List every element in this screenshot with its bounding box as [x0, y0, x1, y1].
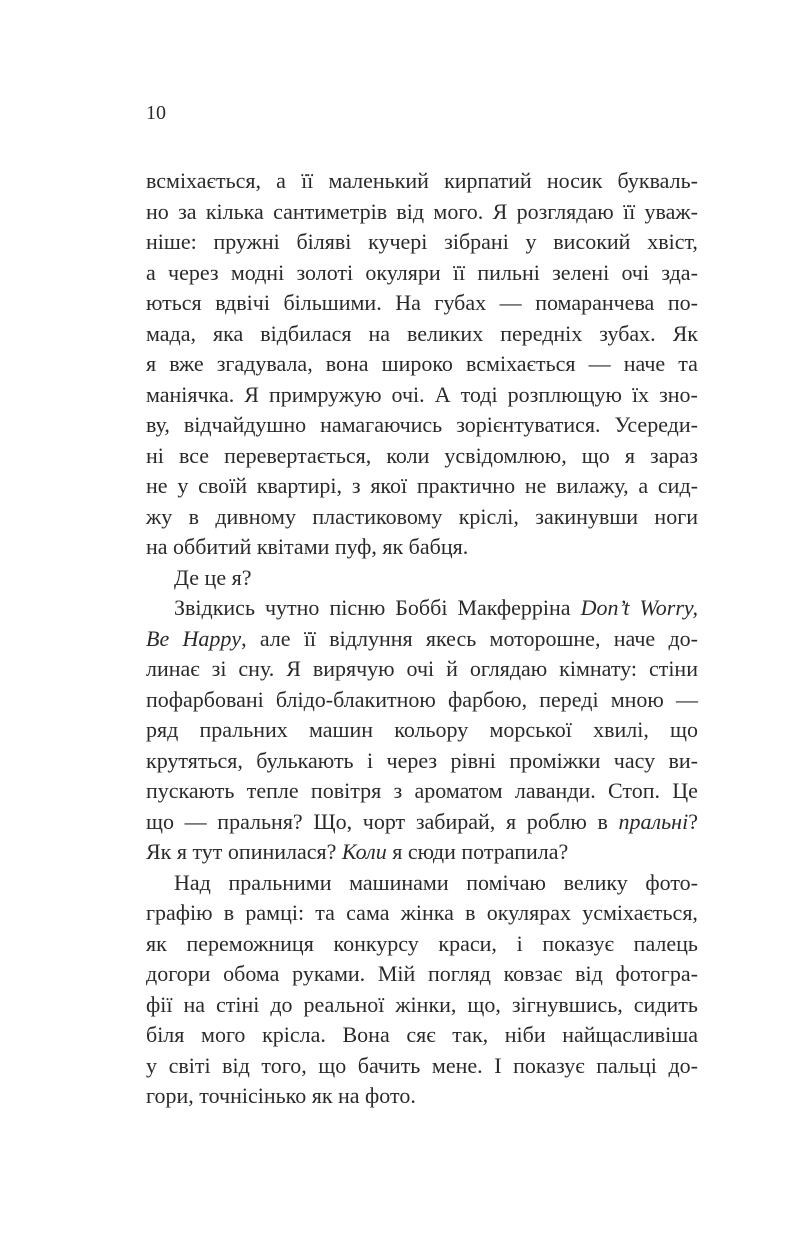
text-line — [146, 654, 698, 685]
word: пружні — [213, 229, 280, 254]
word: пластиковому — [312, 503, 443, 529]
word: руками. — [292, 961, 366, 986]
word: конкурсу — [333, 930, 419, 956]
word: перевертається, — [224, 442, 372, 468]
word: у — [525, 229, 537, 254]
word: Усереди- — [614, 412, 698, 437]
word: пильні — [477, 259, 540, 285]
word: її — [301, 168, 314, 193]
word: маніячка. — [146, 381, 235, 407]
text-line — [146, 807, 698, 838]
word: дивному — [215, 503, 296, 529]
word: Макферріна — [457, 595, 571, 620]
text-line — [146, 197, 698, 228]
text-line — [146, 898, 698, 929]
word: відлуння — [329, 625, 413, 651]
word: носик — [546, 168, 603, 193]
word: сну. — [238, 656, 275, 681]
word: мада, — [146, 320, 196, 346]
word: світі — [168, 1052, 211, 1078]
word: зараз — [650, 442, 698, 468]
word: мого — [201, 1022, 246, 1047]
text-line — [146, 624, 698, 655]
word: але — [259, 625, 291, 651]
text-line — [146, 593, 698, 624]
word: на — [183, 991, 205, 1017]
word: погляд — [427, 961, 491, 986]
word: жінки, — [395, 991, 457, 1017]
word: Worry, — [639, 595, 698, 620]
word: в — [188, 503, 199, 529]
word: часу — [613, 747, 656, 773]
word: від — [575, 961, 603, 986]
word: біля — [146, 1022, 185, 1047]
word: проміжки — [509, 747, 601, 773]
word: а — [276, 168, 286, 193]
word: ряд — [146, 717, 179, 742]
word: пральня? — [217, 808, 303, 834]
word: Це — [672, 778, 698, 803]
word: фото- — [645, 869, 698, 895]
word: яка — [212, 320, 244, 346]
word: в — [597, 808, 608, 834]
word: мене. — [431, 1052, 483, 1078]
word: крутяться, — [146, 747, 243, 773]
text-segment: я сюди потрапила? — [386, 839, 569, 864]
word: Я — [244, 381, 259, 407]
word: через — [386, 747, 438, 773]
word: — — [588, 351, 611, 376]
text-line — [146, 288, 698, 319]
word: ніше: — [146, 229, 197, 254]
word: крісла. — [262, 1022, 326, 1047]
word: коли — [386, 442, 430, 468]
word: Над — [174, 869, 211, 895]
word: сидить — [633, 991, 698, 1017]
word: пральні? — [618, 808, 698, 834]
text-line — [146, 746, 698, 777]
word: рамці: — [245, 900, 305, 925]
word: не — [146, 473, 168, 498]
word: — — [676, 686, 698, 712]
text-line — [146, 776, 698, 807]
word: ароматом — [414, 778, 503, 803]
word: вирячую — [312, 656, 395, 681]
paragraph — [146, 166, 698, 563]
text-line — [146, 1020, 698, 1051]
word: ніби — [504, 1022, 546, 1047]
word: більшими. — [283, 290, 382, 315]
word: морської — [489, 717, 572, 742]
word: ноги — [654, 503, 698, 529]
word: зубах. — [599, 320, 656, 346]
word: не — [524, 473, 547, 498]
word: квартирі, — [256, 473, 343, 498]
word: Звідкись — [174, 595, 255, 620]
word: букваль- — [617, 168, 698, 193]
word: закинувши — [535, 503, 639, 529]
word: реальної — [303, 991, 385, 1017]
word: Я — [286, 656, 301, 681]
text-line — [146, 319, 698, 350]
paragraph — [146, 563, 698, 594]
text-line — [146, 502, 698, 533]
word: зда- — [661, 259, 698, 285]
text-line — [146, 715, 698, 746]
word: хвилі, — [593, 717, 649, 742]
text-line — [146, 380, 698, 411]
word: своїй — [198, 473, 247, 498]
word: краси, — [438, 930, 497, 956]
word: передніх — [500, 320, 583, 346]
word: що — [146, 808, 174, 834]
word: пісню — [329, 595, 386, 620]
word: Боббі — [395, 595, 448, 620]
word: ковзає — [503, 961, 563, 986]
text-line — [146, 868, 698, 899]
word: сид- — [657, 473, 698, 498]
word: всміхається, — [146, 168, 262, 193]
text-line — [146, 441, 698, 472]
word: зно- — [659, 381, 698, 407]
text-line — [146, 227, 698, 258]
text-line — [146, 166, 698, 197]
word: пускають — [146, 778, 235, 803]
word: булькають — [256, 747, 354, 773]
word: — — [499, 290, 522, 315]
text-line — [146, 349, 698, 380]
word: наче — [613, 625, 656, 651]
word: губах — [434, 290, 487, 315]
word: того, — [261, 1052, 307, 1078]
word: ву, — [146, 412, 170, 437]
text-line — [146, 532, 698, 563]
text-line — [146, 990, 698, 1021]
word: так, — [452, 1022, 489, 1047]
text-line — [146, 837, 698, 868]
word: модні — [230, 259, 285, 285]
paragraph — [146, 593, 698, 868]
word: а — [146, 259, 156, 285]
word: й — [446, 656, 458, 681]
word: та — [678, 351, 698, 376]
word: чорт — [362, 808, 406, 834]
word: фії — [146, 991, 173, 1017]
word: тоді — [460, 381, 498, 407]
word: чутно — [264, 595, 320, 620]
word: якої — [370, 473, 408, 498]
word: кольору — [394, 717, 469, 742]
text-line — [146, 685, 698, 716]
word: пальці — [596, 1052, 657, 1078]
word: до — [270, 991, 293, 1017]
word: переді — [539, 686, 599, 712]
word: якесь — [425, 625, 477, 651]
word: рівні — [450, 747, 496, 773]
word: її — [303, 625, 317, 651]
word: помаранчева — [535, 290, 655, 315]
word: кріслі, — [458, 503, 519, 529]
word: за — [178, 198, 197, 224]
word: по- — [667, 290, 698, 315]
word: що — [318, 1052, 347, 1078]
word: зорієнтуватися. — [456, 412, 601, 437]
word: блідо-блакитною — [275, 686, 436, 712]
word: у — [146, 1052, 157, 1078]
word: Be — [146, 625, 170, 651]
word: кирпатий — [444, 168, 532, 193]
word: все — [178, 442, 210, 468]
text-segment: на оббитий квітами пуф, як бабця. — [146, 534, 469, 559]
text-segment: гори, точнісінько як на фото. — [146, 1083, 416, 1108]
word: і — [516, 930, 523, 956]
text-segment: Як я тут опинилася? — [146, 839, 342, 864]
word: усвідомлюю, — [444, 442, 567, 468]
word: мною — [610, 686, 664, 712]
word: графію — [146, 900, 213, 925]
word: маленький — [328, 168, 429, 193]
word: відбилася — [260, 320, 352, 346]
word: ви- — [668, 747, 698, 773]
word: — — [184, 808, 207, 834]
word: що, — [467, 991, 501, 1017]
word: в — [465, 900, 476, 925]
word: Як — [672, 320, 698, 346]
word: я — [146, 351, 157, 376]
word: помічаю — [466, 869, 546, 895]
word: переможниця — [186, 930, 314, 956]
word: практично — [416, 473, 516, 498]
word: стіни — [648, 656, 698, 681]
text-segment: Коли — [341, 839, 387, 864]
text-line — [146, 258, 698, 289]
word: ні — [146, 442, 164, 468]
word: ються — [146, 290, 202, 315]
page-text — [146, 166, 698, 1112]
text-line — [146, 1081, 698, 1112]
text-segment: Де це я? — [174, 564, 252, 590]
word: розглядаю — [516, 198, 614, 224]
word: сяє — [406, 1022, 436, 1047]
word: жу — [146, 503, 173, 529]
word: її — [452, 259, 466, 285]
word: фарбою, — [447, 686, 528, 712]
word: машин — [309, 717, 374, 742]
word: згадувала, — [216, 351, 313, 376]
word: Я — [492, 198, 508, 224]
word: бачить — [357, 1052, 421, 1078]
word: широко — [381, 351, 453, 376]
text-line — [146, 563, 698, 594]
word: стіні — [215, 991, 260, 1017]
word: усміхається, — [582, 900, 698, 925]
word: А — [434, 381, 451, 407]
word: я — [624, 442, 635, 468]
word: з — [393, 778, 403, 803]
word: відчайдушно — [183, 412, 307, 437]
word: пофарбовані — [146, 686, 264, 712]
word: намагаючись — [320, 412, 443, 437]
word: сама — [346, 900, 390, 925]
page-number: 10 — [146, 102, 166, 124]
word: що — [670, 717, 698, 742]
word: мого. — [433, 198, 484, 224]
word: лаванди. — [514, 778, 596, 803]
word: всміхається — [466, 351, 576, 376]
word: їх — [631, 381, 650, 407]
word: жінка — [400, 900, 454, 925]
word: в — [223, 900, 235, 925]
word: показує — [513, 1052, 585, 1078]
word: кучері — [368, 229, 428, 254]
word: а — [638, 473, 649, 498]
word: зібрані — [444, 229, 509, 254]
word: найщасливіша — [562, 1022, 698, 1047]
word: Вона — [342, 1022, 390, 1047]
word: я — [505, 808, 517, 834]
word: як — [146, 930, 167, 956]
word: через — [168, 259, 219, 285]
word: пральними — [228, 869, 332, 895]
word: окулярах — [486, 900, 571, 925]
word: зелені — [552, 259, 610, 285]
word: що — [581, 442, 610, 468]
word: високий — [553, 229, 631, 254]
word: забирай, — [415, 808, 496, 834]
text-line — [146, 471, 698, 502]
word: обома — [223, 961, 280, 986]
word: пральних — [199, 717, 288, 742]
word: І — [494, 1052, 502, 1078]
word: вдвічі — [215, 290, 270, 315]
word: від — [222, 1052, 250, 1078]
word: та — [315, 900, 335, 925]
word: до- — [668, 1052, 698, 1078]
word: моторошне, — [489, 625, 601, 651]
paragraph — [146, 868, 698, 1112]
word: уваж- — [644, 198, 698, 224]
word: роблю — [526, 808, 587, 834]
word: машинами — [349, 869, 449, 895]
word: очі — [406, 656, 435, 681]
word: повітря — [310, 778, 382, 803]
word: вже — [169, 351, 204, 376]
text-line — [146, 1051, 698, 1082]
word: великих — [406, 320, 484, 346]
word: но — [146, 198, 169, 224]
word: Don’t — [580, 595, 630, 620]
word: фотогра- — [615, 961, 698, 986]
word: на — [368, 320, 390, 346]
word: Happy, — [182, 625, 247, 651]
word: кілька — [205, 198, 264, 224]
word: у — [177, 473, 189, 498]
word: і — [367, 747, 374, 773]
word: наче — [623, 351, 666, 376]
word: вона — [325, 351, 369, 376]
word: Мій — [377, 961, 416, 986]
word: кімнату: — [559, 656, 637, 681]
word: Що, — [313, 808, 353, 834]
word: примружую — [268, 381, 382, 407]
word: до- — [668, 625, 698, 651]
word: від — [396, 198, 425, 224]
text-line — [146, 410, 698, 441]
word: вилажу, — [556, 473, 629, 498]
word: очі — [621, 259, 650, 285]
word: показує — [542, 930, 614, 956]
word: розплющую — [507, 381, 622, 407]
word: зігнувшись, — [511, 991, 623, 1017]
word: зі — [211, 656, 227, 681]
word: догори — [146, 961, 211, 986]
word: її — [622, 198, 636, 224]
word: На — [395, 290, 421, 315]
word: велику — [563, 869, 628, 895]
word: сантиметрів — [273, 198, 388, 224]
word: палець — [633, 930, 698, 956]
word: очі. — [391, 381, 425, 407]
text-line — [146, 959, 698, 990]
word: біляві — [296, 229, 352, 254]
word: тепле — [246, 778, 299, 803]
word: золоті — [296, 259, 354, 285]
word: линає — [146, 656, 200, 681]
text-line — [146, 929, 698, 960]
word: хвіст, — [647, 229, 698, 254]
word: з — [351, 473, 361, 498]
word: оглядаю — [469, 656, 548, 681]
word: Стоп. — [608, 778, 661, 803]
word: окуляри — [365, 259, 441, 285]
